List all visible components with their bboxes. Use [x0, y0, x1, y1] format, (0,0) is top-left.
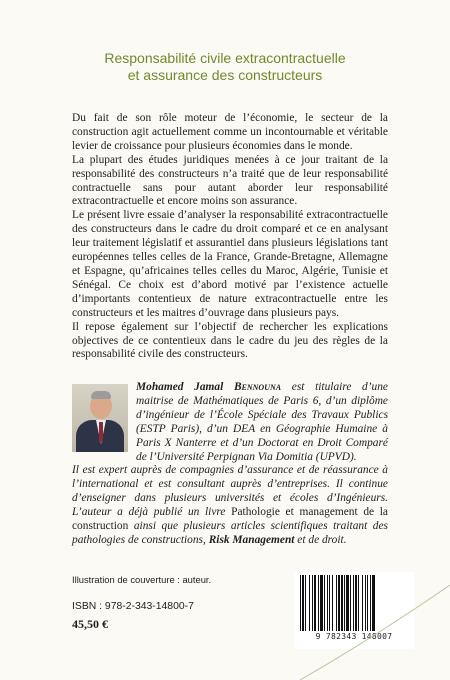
barcode-bars [298, 575, 410, 633]
author-bio-text-2: Il est expert auprès de compagnies d’assurance et de réassurance à l’international et est consultant auprès d’entreprises. Il continue d’enseigner dans plusieurs universités et écoles d’Ingénieurs. L’auteur a déjà publié un livre [72, 464, 388, 519]
price: 45,50 € [72, 617, 108, 631]
barcode-digits: 9 782343 148007 [315, 632, 393, 641]
risk-management-text: Risk Management [208, 533, 295, 546]
author-bio-text-4: et de droit. [294, 533, 347, 546]
author-photo [72, 384, 128, 452]
summary-paragraph: La plupart des études juridiques menées à ce jour traitant de la responsabilité des constructeurs n’a traité que de leur responsabilité contractuelle sans pour autant aborder leur responsabilité extracontractuelle et encore moins son assurance. [72, 153, 388, 208]
summary-paragraph: Du fait de son rôle moteur de l’économie, le secteur de la construction agit actuellement comme un incontournable et véritable levier de croissance pour plusieurs économies dans le monde. [72, 112, 388, 152]
author-bio-text-1: est titulaire d’une maitrise de Mathématiques de Paris 6, d’un diplôme d’ingénieur de l’École Spéciale des Travaux Publics (ESTP Paris), d’un DEA en Géographie Humaine à Paris X Nanterre et d’un Doctorat en Droit Comparé de l’Université Perpignan Via Domitia (UPVD). [136, 381, 388, 463]
summary-text [72, 112, 388, 362]
author-bio-text-3: ainsi que plusieurs articles scientifiques traitant des pathologies de constructions, [72, 520, 388, 546]
cover-credit: Illustration de couverture : auteur. [72, 574, 212, 585]
isbn: ISBN : 978-2-343-14800-7 [72, 601, 194, 612]
title-line-1: Responsabilité civile extracontractuelle [104, 50, 346, 66]
author-bio-paragraph-2 [72, 464, 388, 547]
book-title [0, 50, 450, 84]
summary-paragraph: Le présent livre essaie d’analyser la responsabilité extracontractuelle des constructeurs dans le cadre du droit comparé et ce en analysant leur traitement législatif et assurantiel dans plusieurs législations tant européennes telles celles de la France, Grande-Bretagne, Allemagne et Espagne, qu’africaines telles celles du Maroc, Algérie, Tunisie et Sénégal. Ce choix est d’abord motivé par l’existence actuelle d’importants contentieux de nature extracontractuelle entre les constructeurs et les maitres d’ouvrage dans plusieurs pays. [72, 209, 388, 319]
barcode [294, 572, 414, 649]
summary-paragraph: Il repose également sur l’objectif de rechercher les explications objectives de ce contentieux dans le cadre du jeu des règles de la responsabilité civile des constructeurs. [72, 320, 388, 361]
author-name: Mohamed Jamal Bennouna [136, 381, 282, 393]
author-bio [72, 381, 388, 548]
title-line-2: et assurance des constructeurs [127, 67, 323, 83]
previous-book-title: Pathologie et management de la construction [72, 506, 388, 533]
